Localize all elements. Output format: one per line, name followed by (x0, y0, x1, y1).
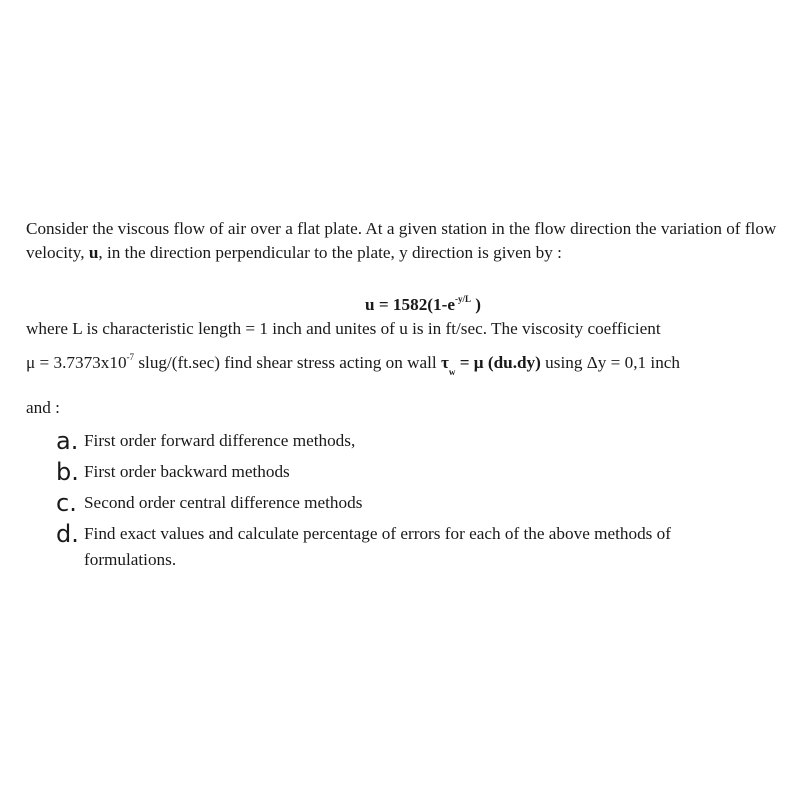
formula-exponent: -y/L (454, 294, 471, 304)
formula-rhs: ) (470, 295, 482, 314)
list-item-text: First order forward difference methods, (84, 431, 356, 450)
list-item (56, 459, 786, 485)
list-marker: d. (56, 520, 79, 548)
step-size-text: using Δy = 0,1 inch (540, 353, 681, 372)
list-item-text: First order backward methods (84, 462, 290, 481)
list-marker: c. (56, 489, 77, 517)
velocity-symbol: u (88, 243, 99, 262)
parameters-paragraph (26, 315, 786, 386)
problem-statement (26, 217, 786, 578)
list-item-text: Second order central difference methods (84, 493, 363, 512)
shear-stress-subscript: w (448, 367, 456, 377)
list-item (56, 428, 786, 454)
formula-lhs: u = 1582(1-e (364, 295, 455, 314)
list-item-text: Find exact values and calculate percentage of errors for each of the above methods of formulations. (84, 524, 671, 569)
intro-paragraph (26, 217, 786, 265)
velocity-formula (26, 289, 786, 315)
viscosity-units: slug/(ft.sec) find shear stress acting on wall (134, 353, 441, 372)
intro-text-part2: , in the direction perpendicular to the plate, y direction is given by : (98, 243, 562, 262)
task-list (26, 428, 786, 573)
viscosity-exponent: -7 (126, 352, 135, 362)
and-label: and : (26, 398, 60, 417)
intro-text-part1: Consider the viscous flow of air over a flat plate. At a given station in the flow direction the variation of flow velocity, (26, 219, 777, 262)
list-marker: a. (56, 427, 79, 455)
list-marker: b. (56, 458, 79, 486)
list-item (56, 521, 786, 573)
shear-stress-symbol: τ (440, 353, 449, 372)
list-item (56, 490, 786, 516)
viscosity-value: μ = 3.7373x10 (26, 353, 127, 372)
shear-stress-formula: = μ (du.dy) (455, 353, 541, 372)
parameters-line1: where L is characteristic length = 1 inch and unites of u is in ft/sec. The viscosity coefficient (26, 319, 661, 338)
